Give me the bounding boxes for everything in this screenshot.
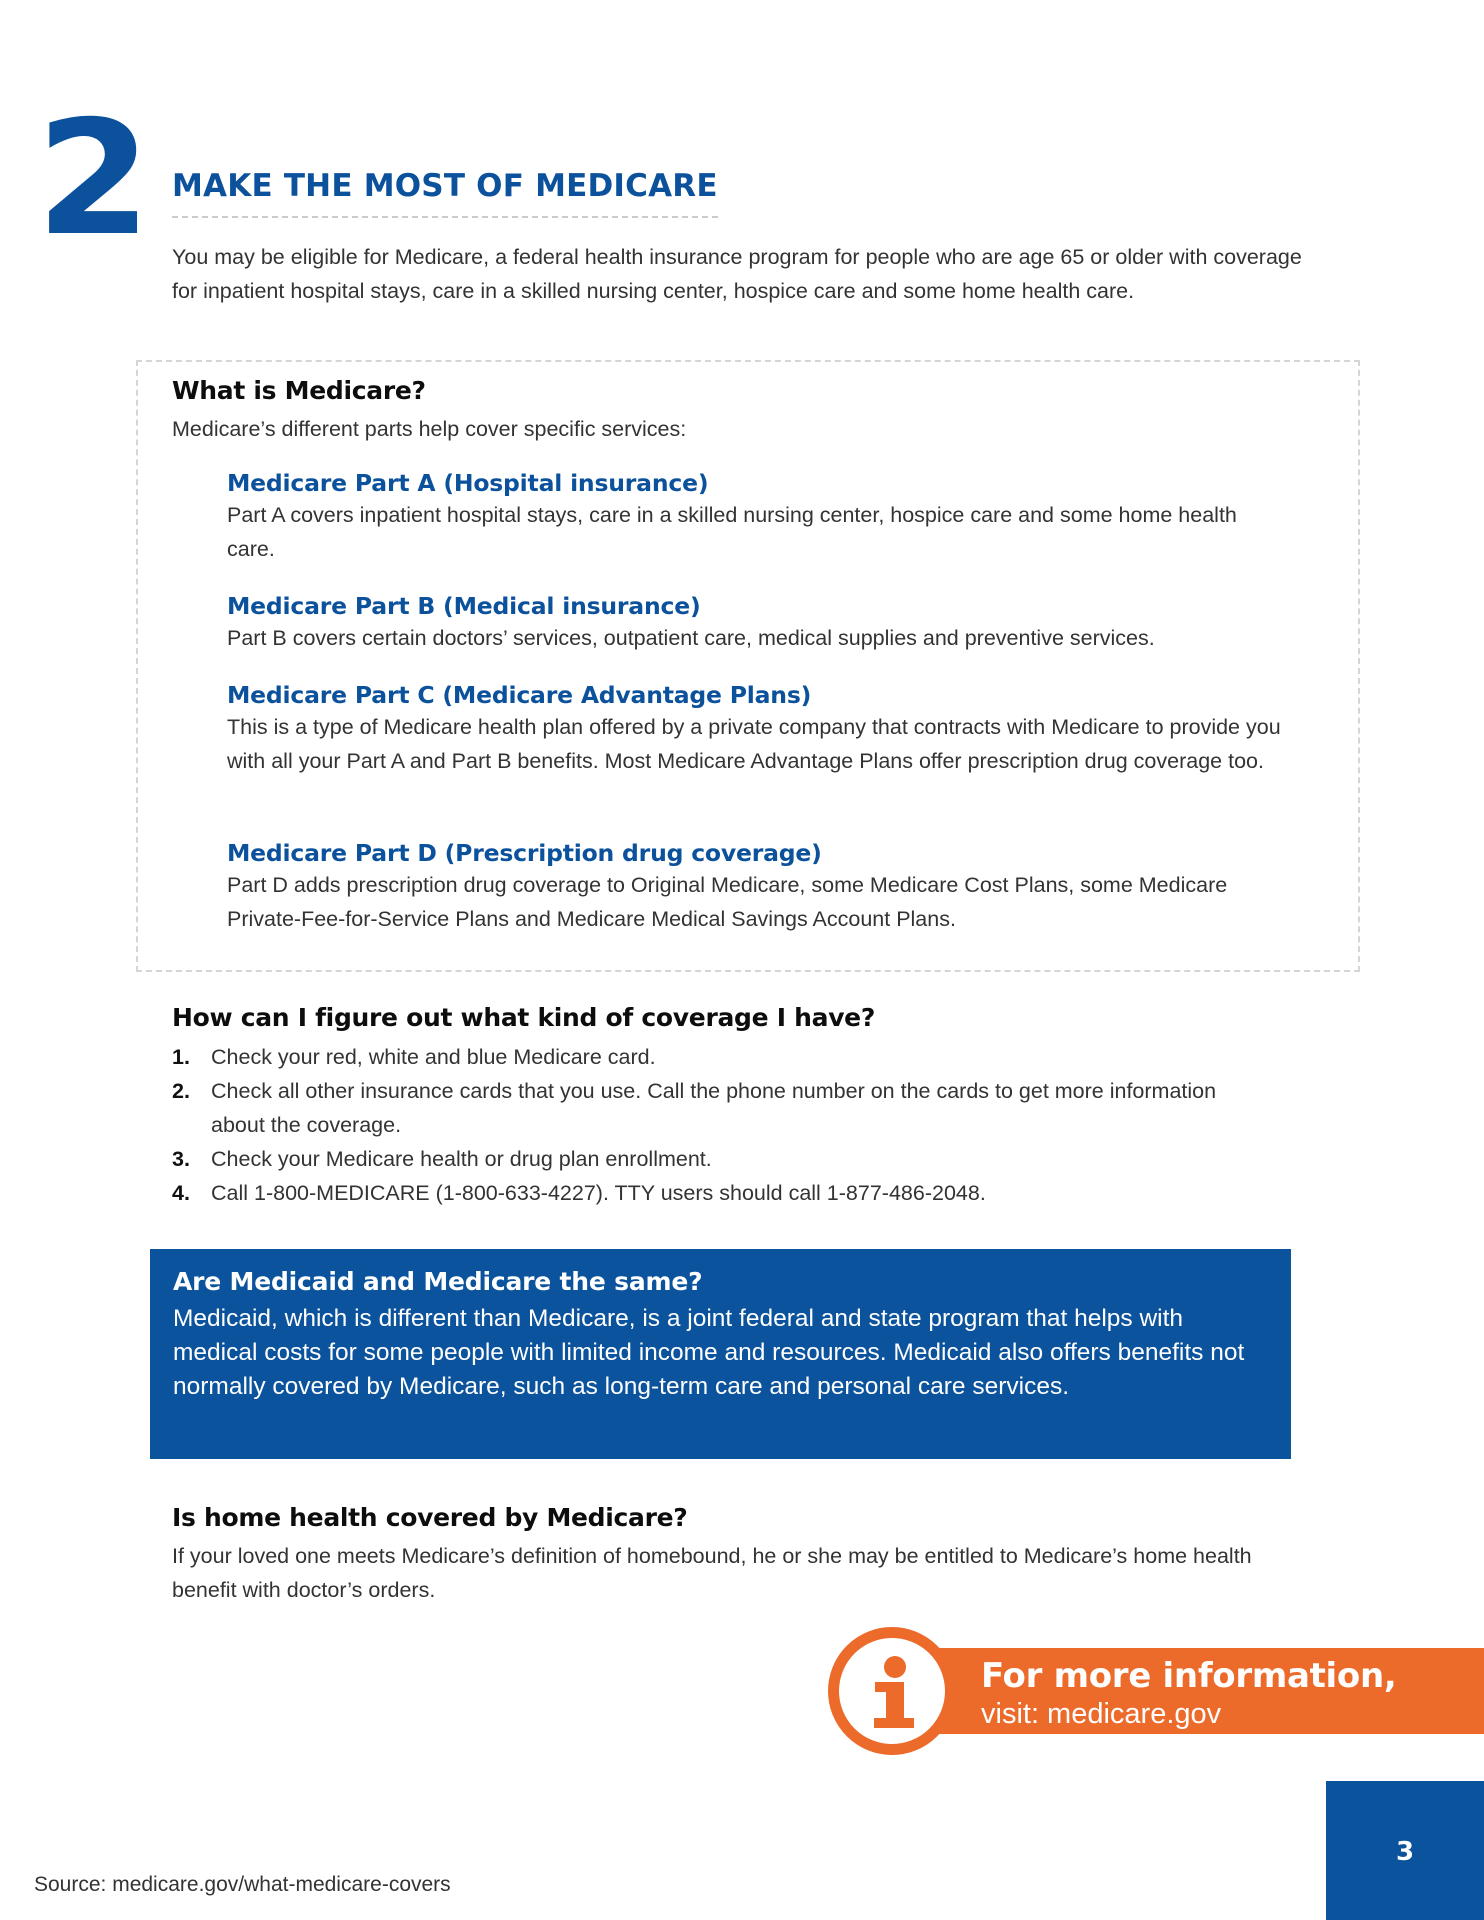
part-d <box>227 838 1327 936</box>
part-a-body: Part A covers inpatient hospital stays, care in a skilled nursing center, hospice care and some home health care. <box>227 503 1237 561</box>
list-item <box>172 1142 1322 1176</box>
part-d-heading: Medicare Part D (Prescription drug coverage) <box>227 839 822 867</box>
part-b <box>227 591 1327 655</box>
page-title: MAKE THE MOST OF MEDICARE <box>172 164 718 218</box>
source-citation: Source: medicare.gov/what-medicare-covers <box>34 1873 451 1896</box>
part-d-body: Part D adds prescription drug coverage to Original Medicare, some Medicare Cost Plans, some Medicare Private-Fee-for-Service Plans and Medicare Medical Savings Account Plans. <box>227 873 1228 931</box>
more-info-heading: For more information, <box>981 1656 1397 1696</box>
coverage-steps-list <box>172 1040 1322 1210</box>
page-number: 3 <box>1395 1837 1415 1867</box>
medicaid-callout <box>150 1249 1291 1459</box>
section-number: 2 <box>36 87 148 271</box>
list-item <box>172 1176 1322 1210</box>
intro-paragraph: You may be eligible for Medicare, a federal health insurance program for people who are age 65 or older with coverage for inpatient hospital stays, care in a skilled nursing center, hospice care and some home health care. <box>172 245 1302 303</box>
step-number: 4. <box>172 1181 190 1205</box>
coverage-heading: How can I figure out what kind of coverage I have? <box>172 1003 876 1032</box>
home-health-body: If your loved one meets Medicare’s definition of homebound, he or she may be entitled to Medicare’s home health benefit with doctor’s orders. <box>172 1544 1252 1602</box>
part-c-body: This is a type of Medicare health plan offered by a private company that contracts with Medicare to provide you with all your Part A and Part B benefits. Most Medicare Advantage Plans offer prescription drug coverage too. <box>227 715 1281 773</box>
step-text: Check your Medicare health or drug plan enrollment. <box>211 1147 712 1171</box>
medicaid-heading: Are Medicaid and Medicare the same? <box>173 1267 703 1296</box>
info-icon <box>828 1627 956 1755</box>
part-b-body: Part B covers certain doctors’ services, outpatient care, medical supplies and preventive services. <box>227 626 1155 650</box>
step-text: Call 1-800-MEDICARE (1-800-633-4227). TTY users should call 1-877-486-2048. <box>211 1181 986 1205</box>
home-health-heading: Is home health covered by Medicare? <box>172 1503 688 1532</box>
part-b-heading: Medicare Part B (Medical insurance) <box>227 592 701 620</box>
what-is-medicare-heading: What is Medicare? <box>172 376 426 405</box>
step-text: Check all other insurance cards that you use. Call the phone number on the cards to get more information about the coverage. <box>211 1079 1217 1137</box>
step-number: 3. <box>172 1147 190 1171</box>
part-c <box>227 680 1327 778</box>
list-item <box>172 1074 1271 1142</box>
what-is-medicare-subtitle: Medicare’s different parts help cover specific services: <box>172 417 687 441</box>
part-a-heading: Medicare Part A (Hospital insurance) <box>227 469 709 497</box>
part-a <box>227 468 1327 566</box>
medicaid-body: Medicaid, which is different than Medicare, is a joint federal and state program that helps with medical costs for some people with limited income and resources. Medicaid also offers benefits not normally covered by Medicare, such as long-term care and personal care services. <box>173 1305 1245 1400</box>
list-item <box>172 1040 1322 1074</box>
step-number: 1. <box>172 1045 190 1069</box>
step-text: Check your red, white and blue Medicare card. <box>211 1045 656 1069</box>
step-number: 2. <box>172 1079 190 1103</box>
page-number-box <box>1326 1781 1484 1920</box>
part-c-heading: Medicare Part C (Medicare Advantage Plans) <box>227 681 812 709</box>
more-info-link[interactable]: visit: medicare.gov <box>981 1698 1222 1730</box>
